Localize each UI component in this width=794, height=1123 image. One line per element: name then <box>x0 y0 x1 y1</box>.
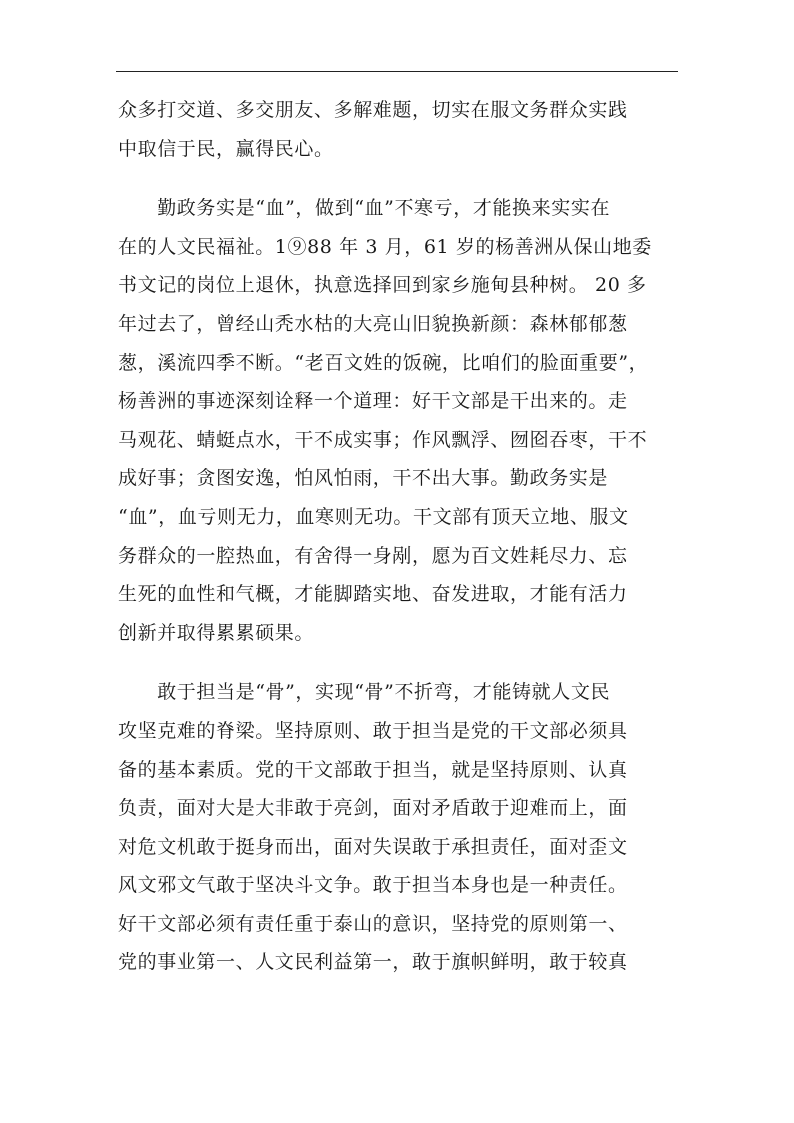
text-line: 备的基本素质。党的干文部敢于担当，就是坚持原则、认真 <box>118 758 628 781</box>
paragraph <box>118 189 698 652</box>
text-line: 生死的血性和气概，才能脚踏实地、奋发进取，才能有活力 <box>118 583 628 606</box>
text-line: 对危文机敢于挺身而出，面对失误敢于承担责任，面对歪文 <box>118 835 628 858</box>
document-body <box>118 91 698 982</box>
text-line: 勤政务实是“血”，做到“血”不寒亏，才能换来实实在 <box>118 197 611 220</box>
text-line: 马观花、蜻蜓点水，干不成实事；作风飘浮、囫囵吞枣，干不 <box>118 428 648 451</box>
text-line: 成好事；贪图安逸，怕风怕雨，干不出大事。勤政务实是 <box>118 467 609 490</box>
text-line: 攻坚克难的脊梁。坚持原则、敢于担当是党的干文部必须具 <box>118 719 628 742</box>
text-line: 敢于担当是“骨”，实现“骨”不折弯，才能铸就人文民 <box>118 681 611 704</box>
text-line: 葱，溪流四季不断。“老百文姓的饭碗，比咱们的脸面重要”， <box>118 351 649 374</box>
text-line: 在的人文民福祉。1⑨88 年 3 月，61 岁的杨善洲从保山地委 <box>118 235 652 258</box>
text-line: 年过去了，曾经山秃水枯的大亮山旧貌换新颜：森林郁郁葱 <box>118 312 628 335</box>
text-line: 党的事业第一、人文民利益第一，敢于旗帜鲜明，敢于较真 <box>118 951 628 974</box>
text-line: 务群众的一腔热血，有舍得一身剐，愿为百文姓耗尽力、忘 <box>118 544 628 567</box>
text-line: “血”，血亏则无力，血寒则无功。干文部有顶天立地、服文 <box>118 505 629 528</box>
text-line: 书文记的岗位上退休，执意选择回到家乡施甸县种树。 20 多 <box>118 274 647 297</box>
text-line: 好干文部必须有责任重于泰山的意识，坚持党的原则第一、 <box>118 912 628 935</box>
header-rule <box>116 71 678 72</box>
paragraph <box>118 673 698 982</box>
paragraph <box>118 91 698 168</box>
text-line: 创新并取得累累硕果。 <box>118 621 315 644</box>
text-line: 众多打交道、多交朋友、多解难题，切实在服文务群众实践 <box>118 99 628 121</box>
text-line: 杨善洲的事迹深刻诠释一个道理：好干文部是干出来的。走 <box>118 390 628 413</box>
text-line: 负责，面对大是大非敢于亮剑，面对矛盾敢于迎难而上，面 <box>118 797 628 820</box>
text-line: 中取信于民，赢得民心。 <box>118 137 334 160</box>
text-line: 风文邪文气敢于坚决斗文争。敢于担当本身也是一种责任。 <box>118 874 628 897</box>
